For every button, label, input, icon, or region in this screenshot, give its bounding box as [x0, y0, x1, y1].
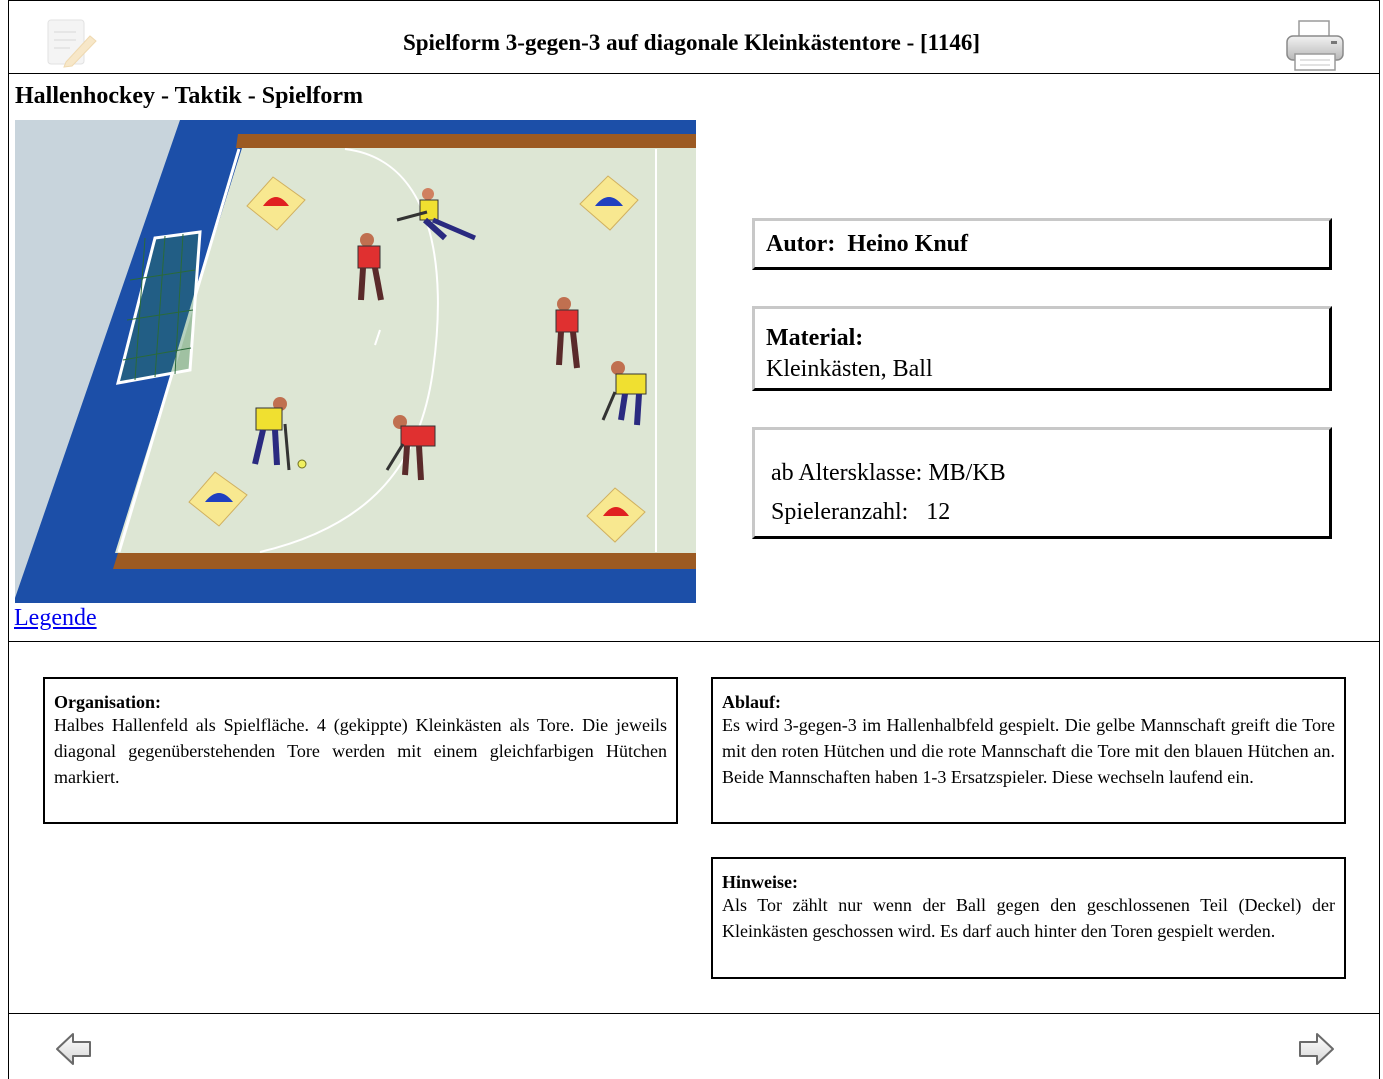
- organisation-section: [43, 677, 678, 824]
- top-border: [8, 0, 1380, 1]
- hinweise-text: Als Tor zählt nur wenn der Ball gegen den geschlossenen Teil (Deckel) der Kleinkästen geschossen wird. Es darf auch hinter den Toren gespielt werden.: [722, 895, 1335, 941]
- hinweise-section: [711, 857, 1346, 979]
- age-value: MB/KB: [928, 460, 1006, 486]
- page-title: Spielform 3-gegen-3 auf diagonale Kleinkästentore - [1146]: [402, 30, 981, 55]
- breadcrumb: Hallenhockey - Taktik - Spielform: [15, 83, 364, 109]
- material-box: [752, 306, 1332, 391]
- ablauf-title: Ablauf:: [722, 692, 782, 712]
- material-label: Material:: [766, 325, 864, 351]
- arrow-right-icon[interactable]: [1296, 1030, 1336, 1068]
- organisation-title: Organisation:: [54, 692, 162, 712]
- age-players-box: [752, 427, 1332, 539]
- header-divider: [8, 73, 1380, 74]
- organisation-text: Halbes Hallenfeld als Spielfläche. 4 (gekippte) Kleinkästen als Tore. Die jeweils diagonal gegenüberstehenden Tore werden mit einem gleichfarbigen Hütchen markiert.: [54, 715, 667, 787]
- author-name: Heino Knuf: [847, 231, 969, 257]
- age-label: ab Altersklasse:: [771, 460, 923, 486]
- author-label: Autor:: [766, 231, 836, 257]
- players-label: Spieleranzahl:: [771, 499, 909, 525]
- players-value: 12: [926, 499, 951, 525]
- printer-icon[interactable]: [1283, 18, 1347, 74]
- footer-divider: [8, 1013, 1380, 1014]
- arrow-left-icon[interactable]: [54, 1030, 94, 1068]
- author-box: [752, 218, 1332, 270]
- ablauf-section: [711, 677, 1346, 824]
- legend-link[interactable]: Legende: [14, 605, 97, 631]
- field-diagram: [15, 120, 696, 603]
- ball: [298, 460, 306, 468]
- section-divider: [8, 641, 1380, 642]
- material-value: Kleinkästen, Ball: [766, 356, 933, 382]
- hinweise-title: Hinweise:: [722, 872, 798, 892]
- ablauf-text: Es wird 3-gegen-3 im Hallenhalbfeld gespielt. Die gelbe Mannschaft greift die Tore mit den roten Hütchen und die rote Mannschaft die Tore mit den blauen Hütchen an. Beide Mannschaften haben 1-3 Ersatzspieler. Diese wechseln laufend ein.: [722, 715, 1335, 787]
